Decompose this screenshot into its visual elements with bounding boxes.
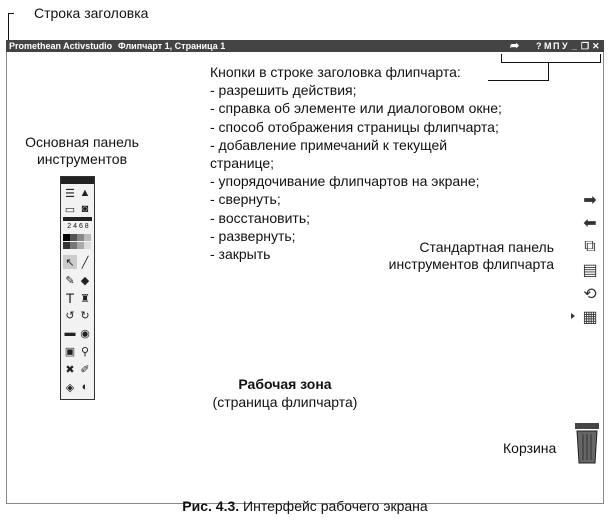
notes-heading: Кнопки в строке заголовка флипчарта: — [210, 64, 461, 80]
color-swatch[interactable] — [77, 234, 84, 241]
page-sorter-icon[interactable]: ▤ — [582, 262, 598, 279]
page-icon[interactable]: ▭ — [64, 203, 76, 216]
color-swatch[interactable] — [84, 234, 91, 241]
buttons-bracket-right — [600, 54, 601, 62]
title-bar-callout: Строка заголовка — [34, 5, 149, 21]
buttons-bracket-stem — [548, 63, 549, 80]
redo-icon[interactable]: ↻ — [80, 309, 90, 322]
window-frame-left — [6, 52, 7, 504]
work-area-sub-label: (страница флипчарта) — [212, 394, 358, 410]
toolbar-pointer-icon — [571, 313, 575, 319]
books-icon[interactable]: ▦ — [582, 309, 598, 326]
fill-icon[interactable]: ◈ — [65, 381, 75, 394]
palette-header[interactable] — [61, 177, 94, 184]
color-swatch[interactable] — [70, 234, 77, 241]
titlebar-buttons-notes — [210, 63, 540, 263]
notes-item: - упорядочивание флипчартов на экране; — [210, 173, 480, 190]
main-tool-palette[interactable] — [60, 176, 95, 400]
record-icon[interactable]: ◉ — [80, 327, 90, 340]
allow-actions-icon[interactable]: ➦ — [510, 40, 520, 52]
bin-tool-icon[interactable]: ♜ — [80, 292, 90, 305]
title-callout-line — [8, 13, 9, 40]
menu-icon[interactable]: ☰ — [65, 187, 75, 200]
back-arrow-icon[interactable]: ⬅ — [583, 215, 597, 232]
help-button[interactable]: ? — [536, 41, 542, 51]
pen-icon[interactable]: ╱ — [81, 256, 89, 269]
screen-icon[interactable]: ▬ — [64, 327, 76, 339]
pen-widths[interactable]: 2 4 6 8 — [67, 223, 89, 230]
tools-icon[interactable]: ✖ — [65, 363, 75, 376]
eraser-icon[interactable]: ◆ — [80, 274, 90, 287]
main-toolbar-callout-line1: Основная панель — [25, 134, 139, 150]
figure-caption — [0, 498, 610, 514]
trash-label: Корзина — [503, 440, 557, 456]
close-button[interactable]: ✕ — [592, 41, 600, 51]
text-icon[interactable]: T — [65, 290, 75, 306]
color-swatch[interactable] — [84, 242, 91, 249]
restore-button[interactable]: ❐ — [581, 41, 590, 51]
main-toolbar-callout — [22, 134, 142, 168]
notes-item: - добавление примечаний к текущей — [210, 136, 448, 153]
notes-item: странице; — [210, 155, 275, 172]
camera-icon[interactable]: ◙ — [81, 203, 89, 215]
color-swatch[interactable] — [70, 242, 77, 249]
color-swatch[interactable] — [63, 234, 70, 241]
std-toolbar-callout-line1: Стандартная панель — [419, 239, 554, 255]
std-toolbar-callout — [374, 239, 554, 273]
document-title: Флипчарт 1, Страница 1 — [118, 41, 226, 51]
caption-text: Интерфейс рабочего экрана — [239, 498, 428, 514]
buttons-bracket-left — [501, 54, 502, 62]
marker-icon[interactable]: ✎ — [65, 274, 75, 287]
page-copy-icon[interactable]: ⧉ — [584, 238, 596, 255]
notes-item: - способ отображения страницы флипчарта; — [210, 118, 499, 135]
window-frame-right — [603, 52, 604, 504]
caption-number: Рис. 4.3. — [182, 498, 240, 514]
trash-icon[interactable] — [575, 423, 599, 465]
notes-item: - развернуть; — [210, 227, 296, 244]
main-toolbar-callout-line2: инструментов — [36, 151, 128, 167]
app-name: Promethean Activstudio — [9, 41, 113, 51]
notes-button[interactable]: П — [553, 41, 560, 51]
title-callout-tick — [8, 13, 14, 14]
arrange-button[interactable]: У — [562, 41, 568, 51]
notes-item: - восстановить; — [210, 209, 311, 226]
minimize-button[interactable]: _ — [572, 41, 578, 51]
title-bar[interactable] — [6, 40, 604, 52]
magnifier-icon[interactable]: ⚲ — [80, 345, 90, 358]
shapes-icon[interactable]: ◐ — [81, 381, 89, 393]
notes-item: - свернуть; — [210, 191, 281, 208]
image-icon[interactable]: ▣ — [64, 345, 76, 358]
std-toolbar-callout-line2: инструментов флипчарта — [388, 256, 554, 272]
triangle-icon[interactable]: ▲ — [79, 187, 91, 199]
highlighter-icon[interactable]: ✐ — [80, 363, 90, 376]
notes-item: - разрешить действия; — [210, 82, 357, 99]
notes-item: - справка об элементе или диалоговом окне; — [210, 100, 502, 117]
cursor-icon[interactable]: ↖ — [63, 255, 77, 269]
color-swatch[interactable] — [77, 242, 84, 249]
width-slider[interactable] — [63, 217, 92, 221]
view-mode-button[interactable]: М — [544, 41, 552, 51]
forward-arrow-icon[interactable]: ➡ — [583, 192, 597, 209]
notes-item: - закрыть — [210, 246, 271, 263]
undo-redo-icon[interactable]: ⟲ — [583, 286, 597, 303]
color-swatch[interactable] — [63, 242, 70, 249]
work-area-label: Рабочая зона — [238, 376, 332, 392]
undo-icon[interactable]: ↺ — [65, 309, 75, 322]
